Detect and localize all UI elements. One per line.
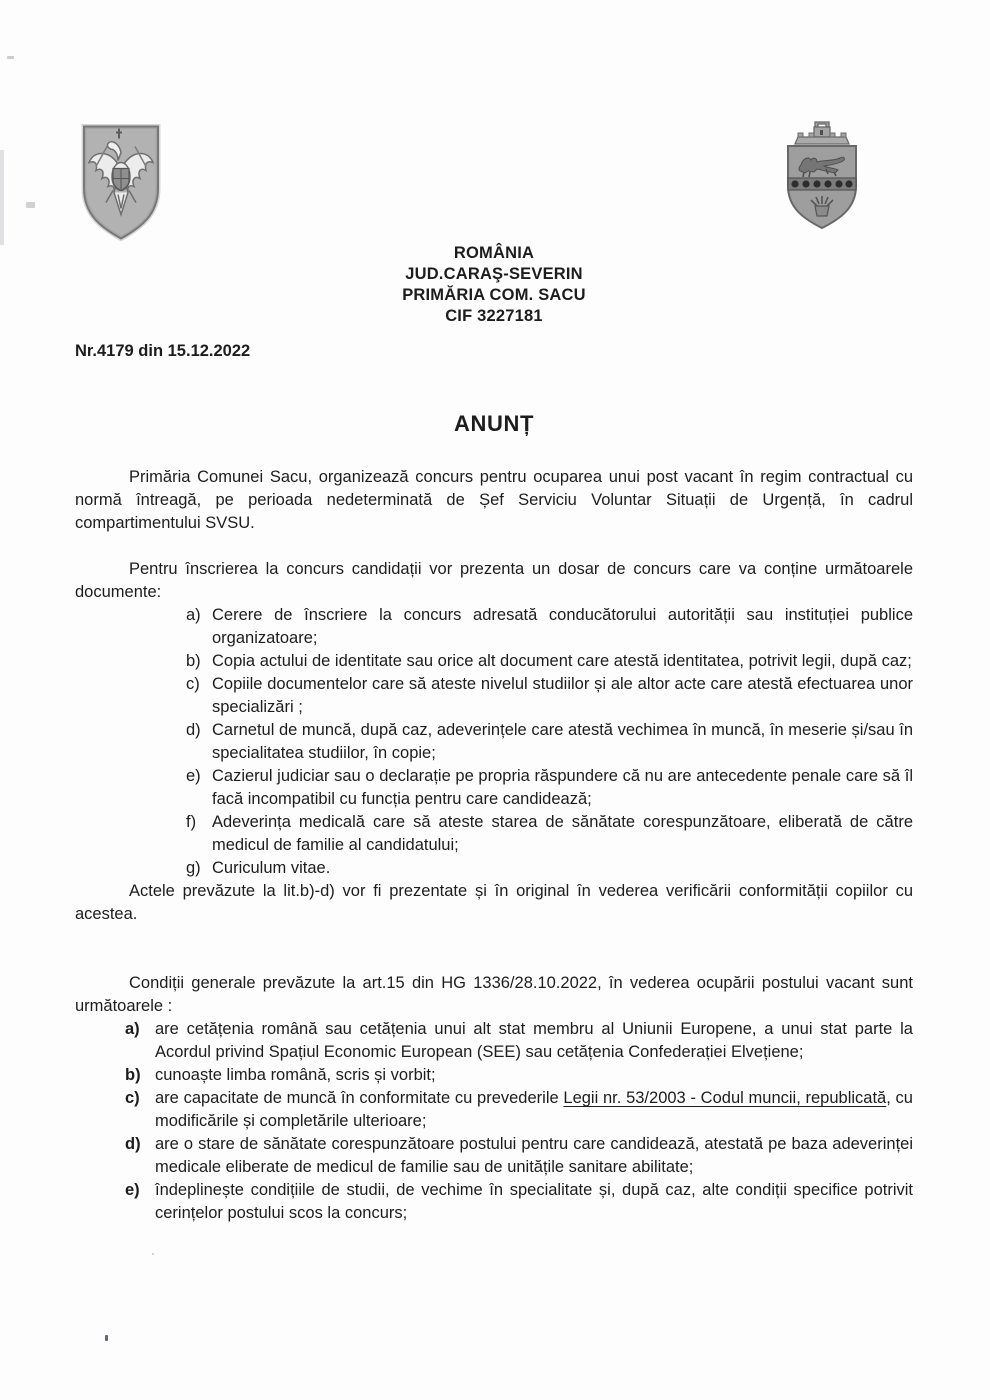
- doc-item-a-text: Cerere de înscriere la concurs adresată conducătorului autorității sau instituției publice organizatoare;: [212, 606, 913, 647]
- scan-artifact: [105, 1335, 108, 1341]
- scan-artifact: [7, 56, 14, 59]
- cond-item-c-text-before: are capacitate de muncă în conformitate cu prevederile: [155, 1089, 564, 1107]
- doc-item-b: [75, 650, 913, 673]
- cond-item-b-marker: b): [125, 1066, 141, 1084]
- cond-item-a-marker: a): [125, 1020, 140, 1038]
- cond-item-b: [75, 1064, 913, 1087]
- doc-item-d-marker: d): [186, 721, 201, 739]
- doc-item-g-marker: g): [186, 859, 201, 877]
- registration-number: Nr.4179 din 15.12.2022: [75, 342, 251, 360]
- cond-item-e: [75, 1179, 913, 1225]
- cond-item-d: [75, 1133, 913, 1179]
- documents-list: [75, 604, 913, 880]
- cond-item-a: [75, 1018, 913, 1064]
- doc-item-e-text: Cazierul judiciar sau o declarație pe propria răspundere că nu are antecedente penale care să îl facă incompatibil cu funcția pentru care candidează;: [212, 767, 913, 808]
- cond-item-d-text: are o stare de sănătate corespunzătoare postului pentru care candidează, atestată pe baza adeverinței medicale eliberate de medicul de familie sau de unitățile sanitare abilitate;: [155, 1135, 913, 1176]
- doc-item-e: [75, 765, 913, 811]
- doc-item-f-marker: f): [186, 813, 197, 831]
- doc-item-b-marker: b): [186, 652, 201, 670]
- cond-item-c-text-after: , cu modificările și completările ulterioare;: [155, 1089, 913, 1130]
- letterhead-cif: CIF 3227181: [445, 307, 543, 325]
- cond-item-c-law-reference: Legii nr. 53/2003 - Codul muncii, republicată: [563, 1089, 887, 1107]
- cond-item-e-text: îndeplinește condițiile de studii, de vechime în specialitate și, după caz, alte condiții specifice potrivit cerințelor postului scos la concurs;: [155, 1181, 913, 1222]
- paragraph-originals-note: Actele prevăzute la lit.b)-d) vor fi prezentate și în original în vederea verificării conformității copiilor cu acestea.: [75, 882, 913, 923]
- doc-item-f-text: Adeverința medicală care să ateste starea de sănătate corespunzătoare, eliberată de către medicul de familie al candidatului;: [212, 813, 913, 854]
- doc-item-g-text: Curiculum vitae.: [212, 859, 331, 877]
- doc-item-c: [75, 673, 913, 719]
- cond-item-a-text: are cetățenia română sau cetățenia unui alt stat membru al Uniunii Europene, a unui stat parte la Acordul privind Spațiul Economic European (SEE) sau cetățenia Confederației Elvețiene;: [155, 1020, 913, 1061]
- doc-item-e-marker: e): [186, 767, 201, 785]
- paragraph-dossier-intro: Pentru înscrierea la concurs candidații vor prezenta un dosar de concurs care va conține următoarele documente:: [75, 560, 913, 601]
- scan-artifact: [0, 150, 4, 245]
- letterhead-country: ROMÂNIA: [453, 244, 535, 262]
- doc-item-d-text: Carnetul de muncă, după caz, adeverințele care atestă vechimea în muncă, în meserie și/sau în specialitatea studiilor, în copie;: [212, 721, 913, 762]
- cond-item-d-marker: d): [125, 1135, 141, 1153]
- doc-item-a-marker: a): [186, 606, 201, 624]
- doc-item-b-text: Copia actului de identitate sau orice alt document care atestă identitatea, potrivit legii, după caz;: [212, 652, 912, 670]
- cond-item-c: [75, 1087, 913, 1133]
- doc-item-f: [75, 811, 913, 857]
- doc-item-d: [75, 719, 913, 765]
- doc-item-c-text: Copiile documentelor care să ateste nivelul studiilor și ale altor acte care atestă efectuarea unor specializări ;: [212, 675, 913, 716]
- cond-item-b-text: cunoaște limba română, scris și vorbit;: [155, 1066, 436, 1084]
- scan-artifact: [152, 1253, 154, 1255]
- paragraph-intro: Primăria Comunei Sacu, organizează concurs pentru ocuparea unui post vacant în regim contractual cu normă întreagă, pe perioada nedeterminată de Șef Serviciu Voluntar Situații de Urgență, în cadrul compartimentului SVSU.: [75, 468, 913, 532]
- paragraph-conditions-intro: Condiții generale prevăzute la art.15 din HG 1336/28.10.2022, în vederea ocupării postului vacant sunt următoarele :: [75, 974, 913, 1015]
- cond-item-e-marker: e): [125, 1181, 140, 1199]
- letterhead-institution: PRIMĂRIA COM. SACU: [402, 286, 586, 304]
- conditions-list: [75, 1018, 913, 1225]
- letterhead-county: JUD.CARAŞ-SEVERIN: [405, 265, 583, 283]
- scan-artifact: [26, 202, 35, 208]
- cond-item-c-marker: c): [125, 1089, 140, 1107]
- doc-item-g: [75, 857, 913, 880]
- document-title: ANUNȚ: [454, 411, 534, 436]
- doc-item-a: [75, 604, 913, 650]
- doc-item-c-marker: c): [186, 675, 200, 693]
- letterhead: [75, 0, 913, 327]
